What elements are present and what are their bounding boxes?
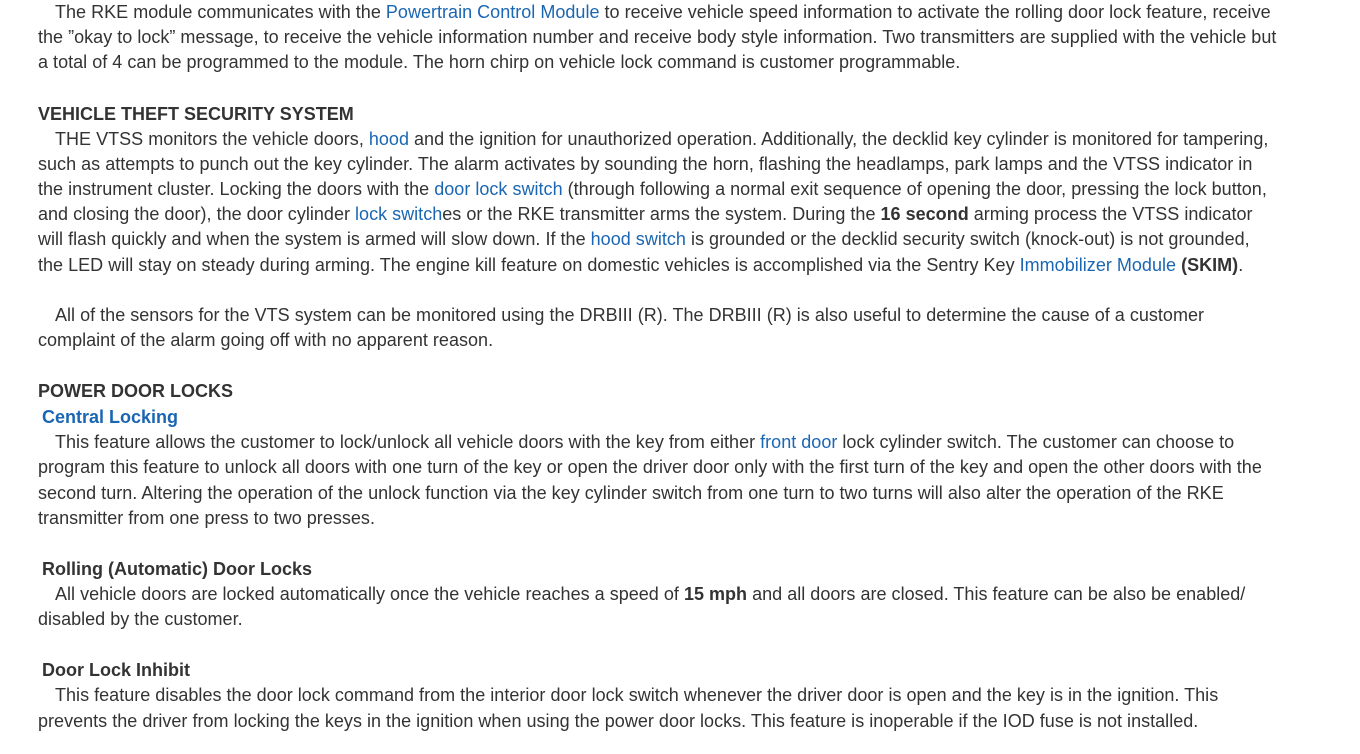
- text-span: (through following a normal exit sequence of opening the door, pressing the lock button, and closing the door), the door cylinder: [38, 179, 1267, 225]
- link-lock-switch[interactable]: lock switch: [355, 204, 443, 225]
- text-span: arming process the VTSS indicator will flash quickly and when the system is armed will slow down. If the: [38, 204, 1253, 250]
- spacer: [38, 531, 1278, 556]
- link-hood-switch[interactable]: hood switch: [590, 229, 686, 250]
- text-span: lock cylinder switch. The customer can choose to program this feature to unlock all doors with one turn of the key or open the driver door only with the first turn of the key and open the other doors with the second turn. Altering the operation of the unlock function via the key cylinder switch from one turn to two turns will also alter the operation of the RKE transmitter from one press to two presses.: [38, 432, 1262, 528]
- rolling-door-locks-paragraph: [38, 582, 1278, 632]
- subheading-door-lock-inhibit: Door Lock Inhibit: [42, 660, 190, 681]
- text-span: and all doors are closed. This feature can be also be enabled/ disabled by the customer.: [38, 584, 1246, 630]
- heading-vehicle-theft-security-system: VEHICLE THEFT SECURITY SYSTEM: [38, 103, 354, 124]
- link-front-door[interactable]: front door: [760, 432, 838, 453]
- rke-paragraph: [38, 0, 1278, 76]
- text-span: to receive vehicle speed information to activate the rolling door lock feature, receive the ”okay to lock” message, to receive the vehicle information number and receive body style information. Two transmitters are supplied with the vehicle but a total of 4 can be programmed to the module. The horn chirp on vehicle lock command is customer programmable.: [38, 2, 1277, 73]
- bold-skim: (SKIM): [1181, 254, 1239, 275]
- spacer: [38, 278, 1278, 303]
- link-powertrain-control-module[interactable]: Powertrain Control Module: [385, 2, 600, 22]
- bold-15-mph: 15 mph: [683, 584, 748, 605]
- link-door-lock-switch[interactable]: door lock switch: [434, 179, 563, 200]
- link-immobilizer-module[interactable]: Immobilizer Module: [1019, 254, 1177, 275]
- vtss-paragraph: [38, 127, 1278, 278]
- subheading-rolling-door-locks: Rolling (Automatic) Door Locks: [42, 559, 312, 580]
- door-lock-inhibit-paragraph: This feature disables the door lock command from the interior door lock switch whenever the driver door is open and the key is in the ignition. This prevents the driver from locking the keys in the ignition when using the power door locks. This feature is inoperable if the IOD fuse is not installed.: [38, 685, 1219, 731]
- vts-sensors-paragraph: All of the sensors for the VTS system can be monitored using the DRBIII (R). The DRBIII (R) is also useful to determine the cause of a customer complaint of the alarm going off with no apparent reason.: [38, 304, 1205, 351]
- heading-power-door-locks: POWER DOOR LOCKS: [38, 381, 234, 402]
- text-span: is grounded or the decklid security switch (knock-out) is not grounded, the LED will stay on steady during arming. The engine kill feature on domestic vehicles is accomplished via the Sentry Key: [38, 229, 1250, 275]
- spacer: [38, 76, 1278, 101]
- text-span: THE VTSS monitors the vehicle doors,: [55, 128, 369, 149]
- subheading-central-locking[interactable]: Central Locking: [42, 407, 179, 428]
- bold-16-second: 16 second: [880, 204, 969, 225]
- text-span: This feature allows the customer to lock/unlock all vehicle doors with the key from either: [55, 432, 761, 453]
- text-span: The RKE module communicates with the: [55, 2, 386, 22]
- text-span: .: [1238, 254, 1244, 275]
- text-span: es or the RKE transmitter arms the system. During the: [442, 204, 881, 225]
- spacer: [38, 353, 1278, 378]
- spacer: [38, 632, 1278, 657]
- text-span: and the ignition for unauthorized operation. Additionally, the decklid key cylinder is monitored for tampering, such as attempts to punch out the key cylinder. The alarm activates by sounding the horn, flashing the headlamps, park lamps and the VTSS indicator in the instrument cluster. Locking the doors with the: [38, 128, 1269, 200]
- text-span: All vehicle doors are locked automatically once the vehicle reaches a speed of: [55, 584, 684, 605]
- central-locking-paragraph: [38, 430, 1278, 531]
- link-hood[interactable]: hood: [368, 128, 409, 149]
- document-body: [38, 0, 1278, 734]
